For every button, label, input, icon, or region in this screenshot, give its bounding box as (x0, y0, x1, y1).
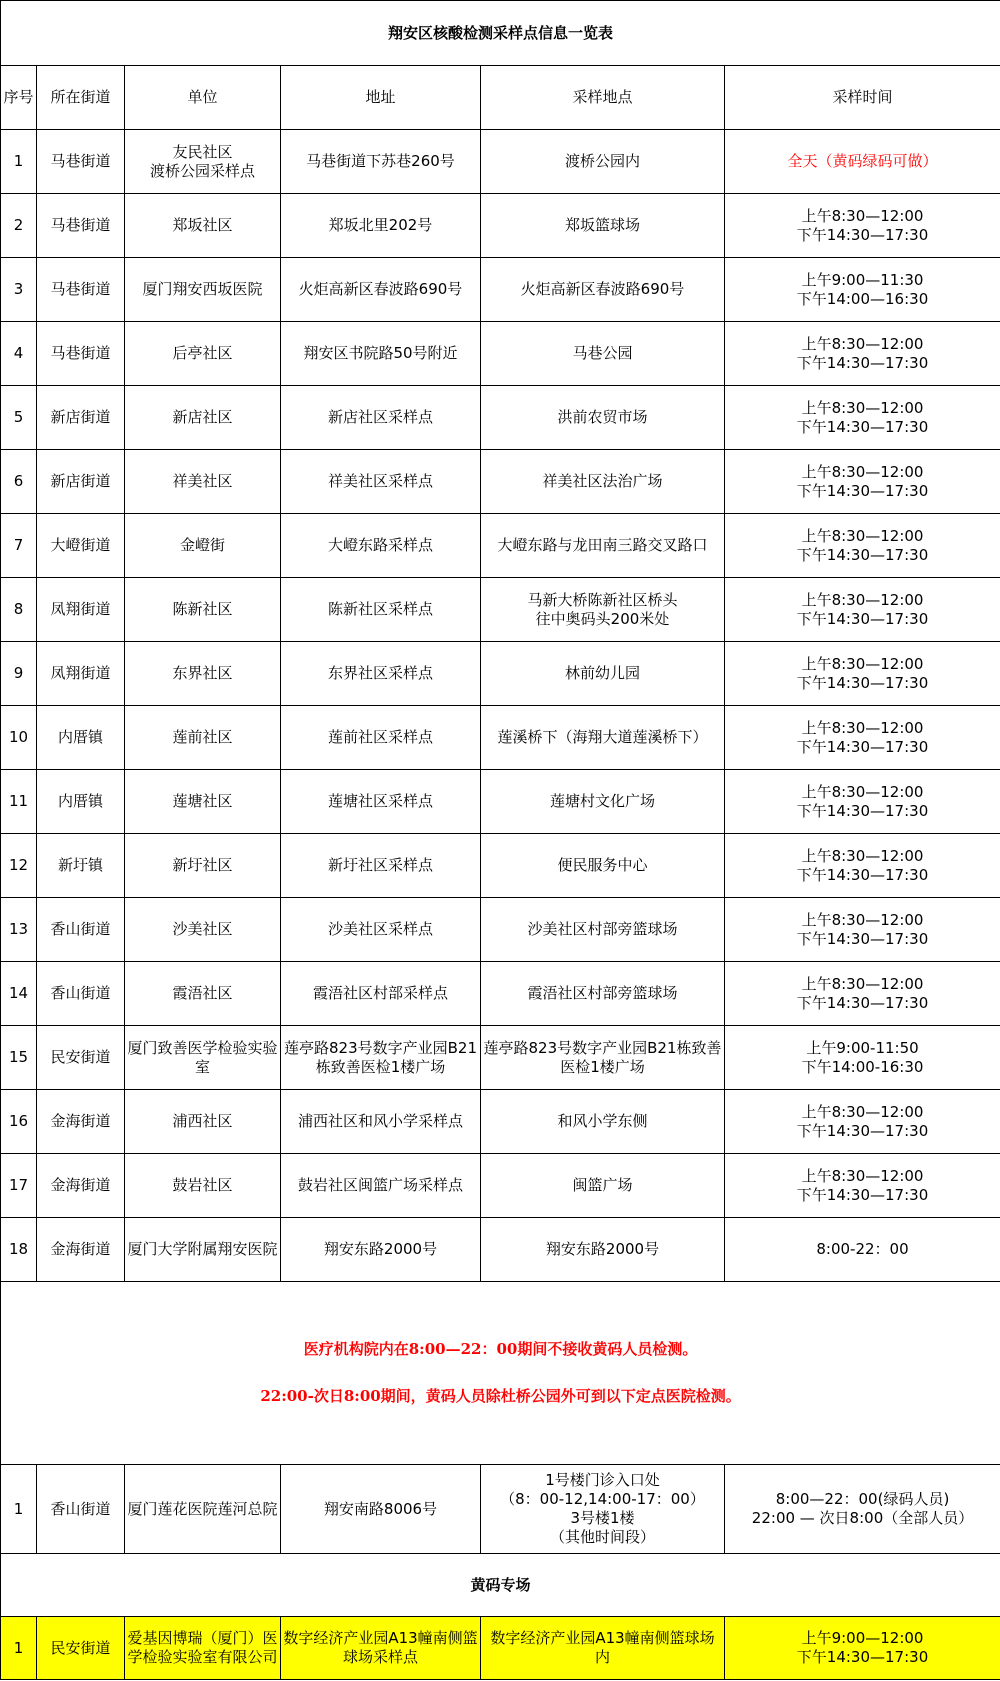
table-cell: 翔安区书院路50号附近 (281, 322, 481, 386)
table-cell: 上午8:30—12:00 下午14:30—17:30 (725, 706, 1000, 770)
table-row (1, 962, 1000, 1026)
header-cell: 序号 (1, 66, 37, 130)
table-cell: 新店街道 (37, 386, 125, 450)
table-cell: 厦门大学附属翔安医院 (125, 1218, 281, 1282)
table-cell: 上午8:30—12:00 下午14:30—17:30 (725, 1090, 1000, 1154)
table-cell: 马巷街道 (37, 130, 125, 194)
table-cell: 1 (1, 130, 37, 194)
header-cell: 采样时间 (725, 66, 1000, 130)
table-cell: 8:00—22：00(绿码人员) 22:00 — 次日8:00（全部人员） (725, 1465, 1000, 1554)
table-cell: 3 (1, 258, 37, 322)
table-cell: 凤翔街道 (37, 642, 125, 706)
table-cell: 1 (1, 1617, 37, 1680)
table-cell: 爱基因博瑞（厦门）医学检验实验室有限公司 (125, 1617, 281, 1680)
table-cell: 民安街道 (37, 1026, 125, 1090)
table-row (1, 322, 1000, 386)
table-cell: 马巷街道 (37, 322, 125, 386)
table-cell: 金嶝街 (125, 514, 281, 578)
table-cell: 15 (1, 1026, 37, 1090)
table-cell: 翔安东路2000号 (281, 1218, 481, 1282)
table-cell: 厦门翔安西坂医院 (125, 258, 281, 322)
table-cell: 林前幼儿园 (481, 642, 725, 706)
table-cell: 6 (1, 450, 37, 514)
table-cell: 上午9:00—12:00 下午14:30—17:30 (725, 1617, 1000, 1680)
table-cell: 新圩镇 (37, 834, 125, 898)
table-cell: 翔安东路2000号 (481, 1218, 725, 1282)
table-cell: 陈新社区 (125, 578, 281, 642)
table-cell: 上午9:00—11:30 下午14:00—16:30 (725, 258, 1000, 322)
table-cell: 凤翔街道 (37, 578, 125, 642)
table-cell: 浦西社区 (125, 1090, 281, 1154)
table-row (1, 194, 1000, 258)
sheet-title: 翔安区核酸检测采样点信息一览表 (1, 1, 1000, 66)
table-cell: 大嶝东路采样点 (281, 514, 481, 578)
table-cell: 新店社区 (125, 386, 281, 450)
table-cell: 数字经济产业园A13幢南侧篮球场采样点 (281, 1617, 481, 1680)
header-cell: 采样地点 (481, 66, 725, 130)
table-cell: 祥美社区采样点 (281, 450, 481, 514)
table-cell: 上午8:30—12:00 下午14:30—17:30 (725, 514, 1000, 578)
table-row (1, 514, 1000, 578)
table-cell: 火炬高新区春波路690号 (281, 258, 481, 322)
table-row (1, 1154, 1000, 1218)
table-cell: 大嶝街道 (37, 514, 125, 578)
table-cell: 金海街道 (37, 1090, 125, 1154)
yellow-section-row (1, 1554, 1000, 1617)
table-row (1, 258, 1000, 322)
table-cell: 9 (1, 642, 37, 706)
table-row (1, 898, 1000, 962)
table-cell: 内厝镇 (37, 706, 125, 770)
table-cell: 莲前社区 (125, 706, 281, 770)
table-cell: 沙美社区采样点 (281, 898, 481, 962)
table-row (1, 1465, 1000, 1554)
table-cell: 2 (1, 194, 37, 258)
table-cell: 4 (1, 322, 37, 386)
table-cell: 上午8:30—12:00 下午14:30—17:30 (725, 194, 1000, 258)
table-cell: 17 (1, 1154, 37, 1218)
table-cell: 莲塘社区采样点 (281, 770, 481, 834)
notice-line-2: 22:00-次日8:00期间，黄码人员除杜桥公园外可到以下定点医院检测。 (260, 1387, 741, 1405)
table-cell: 5 (1, 386, 37, 450)
table-cell: 东界社区 (125, 642, 281, 706)
table-cell: 上午8:30—12:00 下午14:30—17:30 (725, 962, 1000, 1026)
table-cell: 香山街道 (37, 1465, 125, 1554)
table-cell: 上午8:30—12:00 下午14:30—17:30 (725, 898, 1000, 962)
table-row (1, 834, 1000, 898)
table-cell: 马巷公园 (481, 322, 725, 386)
table-cell: 厦门致善医学检验实验室 (125, 1026, 281, 1090)
table-cell: 莲前社区采样点 (281, 706, 481, 770)
table-cell: 渡桥公园内 (481, 130, 725, 194)
table-cell: 东界社区采样点 (281, 642, 481, 706)
table-cell: 上午8:30—12:00 下午14:30—17:30 (725, 642, 1000, 706)
table-cell: 新店街道 (37, 450, 125, 514)
table-cell: 莲亭路823号数字产业园B21栋致善医检1楼广场 (281, 1026, 481, 1090)
table-cell: 上午8:30—12:00 下午14:30—17:30 (725, 834, 1000, 898)
table-cell: 霞浯社区村部采样点 (281, 962, 481, 1026)
table-cell: 14 (1, 962, 37, 1026)
table-cell: 闽篮广场 (481, 1154, 725, 1218)
table-cell: 便民服务中心 (481, 834, 725, 898)
table-cell: 沙美社区村部旁篮球场 (481, 898, 725, 962)
table-cell: 祥美社区法治广场 (481, 450, 725, 514)
table-row (1, 1026, 1000, 1090)
table-cell: 数字经济产业园A13幢南侧篮球场内 (481, 1617, 725, 1680)
table-cell: 莲亭路823号数字产业园B21栋致善医检1楼广场 (481, 1026, 725, 1090)
table-row (1, 450, 1000, 514)
table-cell: 和风小学东侧 (481, 1090, 725, 1154)
table-row (1, 642, 1000, 706)
yellow-section-title: 黄码专场 (1, 1554, 1000, 1617)
table-cell: 18 (1, 1218, 37, 1282)
table-cell: 霞浯社区 (125, 962, 281, 1026)
table-cell: 香山街道 (37, 898, 125, 962)
table-cell: 13 (1, 898, 37, 962)
table-cell: 12 (1, 834, 37, 898)
table-cell: 1 (1, 1465, 37, 1554)
header-cell: 单位 (125, 66, 281, 130)
table-cell: 新圩社区采样点 (281, 834, 481, 898)
table-cell: 11 (1, 770, 37, 834)
header-row (1, 66, 1000, 130)
notice-cell (1, 1282, 1000, 1465)
table-cell: 上午9:00-11:50 下午14:00-16:30 (725, 1026, 1000, 1090)
table-cell: 莲塘社区 (125, 770, 281, 834)
table-row (1, 578, 1000, 642)
table-cell: 16 (1, 1090, 37, 1154)
table-cell: 霞浯社区村部旁篮球场 (481, 962, 725, 1026)
table-cell: 鼓岩社区闽篮广场采样点 (281, 1154, 481, 1218)
table-cell: 全天（黄码绿码可做） (725, 130, 1000, 194)
table-cell: 火炬高新区春波路690号 (481, 258, 725, 322)
table-cell: 友民社区 渡桥公园采样点 (125, 130, 281, 194)
table-cell: 金海街道 (37, 1154, 125, 1218)
header-cell: 所在街道 (37, 66, 125, 130)
table-cell: 民安街道 (37, 1617, 125, 1680)
notice-row (1, 1282, 1000, 1465)
table-cell: 洪前农贸市场 (481, 386, 725, 450)
table-cell: 马巷街道 (37, 258, 125, 322)
table-cell: 上午8:30—12:00 下午14:30—17:30 (725, 386, 1000, 450)
table-cell: 金海街道 (37, 1218, 125, 1282)
table-cell: 莲塘村文化广场 (481, 770, 725, 834)
table-cell: 内厝镇 (37, 770, 125, 834)
table-cell: 8 (1, 578, 37, 642)
table-cell: 上午8:30—12:00 下午14:30—17:30 (725, 450, 1000, 514)
table-cell: 郑坂北里202号 (281, 194, 481, 258)
table-cell: 陈新社区采样点 (281, 578, 481, 642)
table-cell: 马巷街道下苏巷260号 (281, 130, 481, 194)
table-cell: 郑坂社区 (125, 194, 281, 258)
table-cell: 郑坂篮球场 (481, 194, 725, 258)
table-cell: 马新大桥陈新社区桥头 往中奥码头200米处 (481, 578, 725, 642)
table-cell: 8:00-22：00 (725, 1218, 1000, 1282)
table-cell: 上午8:30—12:00 下午14:30—17:30 (725, 770, 1000, 834)
table-cell: 1号楼门诊入口处 （8：00-12,14:00-17：00） 3号楼1楼 （其他时间段） (481, 1465, 725, 1554)
table-cell: 浦西社区和风小学采样点 (281, 1090, 481, 1154)
table-cell: 上午8:30—12:00 下午14:30—17:30 (725, 1154, 1000, 1218)
table-cell: 新店社区采样点 (281, 386, 481, 450)
table-cell: 翔安南路8006号 (281, 1465, 481, 1554)
table-cell: 沙美社区 (125, 898, 281, 962)
table-row (1, 1617, 1000, 1680)
table-row (1, 1090, 1000, 1154)
table-cell: 祥美社区 (125, 450, 281, 514)
notice-line-1: 医疗机构院内在8:00—22：00期间不接收黄码人员检测。 (303, 1340, 698, 1358)
table-row (1, 386, 1000, 450)
table-cell: 后亭社区 (125, 322, 281, 386)
table-cell: 10 (1, 706, 37, 770)
table-cell: 7 (1, 514, 37, 578)
table-cell: 上午8:30—12:00 下午14:30—17:30 (725, 322, 1000, 386)
table-cell: 莲溪桥下（海翔大道莲溪桥下） (481, 706, 725, 770)
table-cell: 厦门莲花医院莲河总院 (125, 1465, 281, 1554)
table-cell: 香山街道 (37, 962, 125, 1026)
table-cell: 新圩社区 (125, 834, 281, 898)
table-row (1, 1218, 1000, 1282)
table-row (1, 130, 1000, 194)
table-cell: 马巷街道 (37, 194, 125, 258)
table-row (1, 770, 1000, 834)
table-cell: 鼓岩社区 (125, 1154, 281, 1218)
table-row (1, 706, 1000, 770)
header-cell: 地址 (281, 66, 481, 130)
table-cell: 大嶝东路与龙田南三路交叉路口 (481, 514, 725, 578)
table-cell: 上午8:30—12:00 下午14:30—17:30 (725, 578, 1000, 642)
